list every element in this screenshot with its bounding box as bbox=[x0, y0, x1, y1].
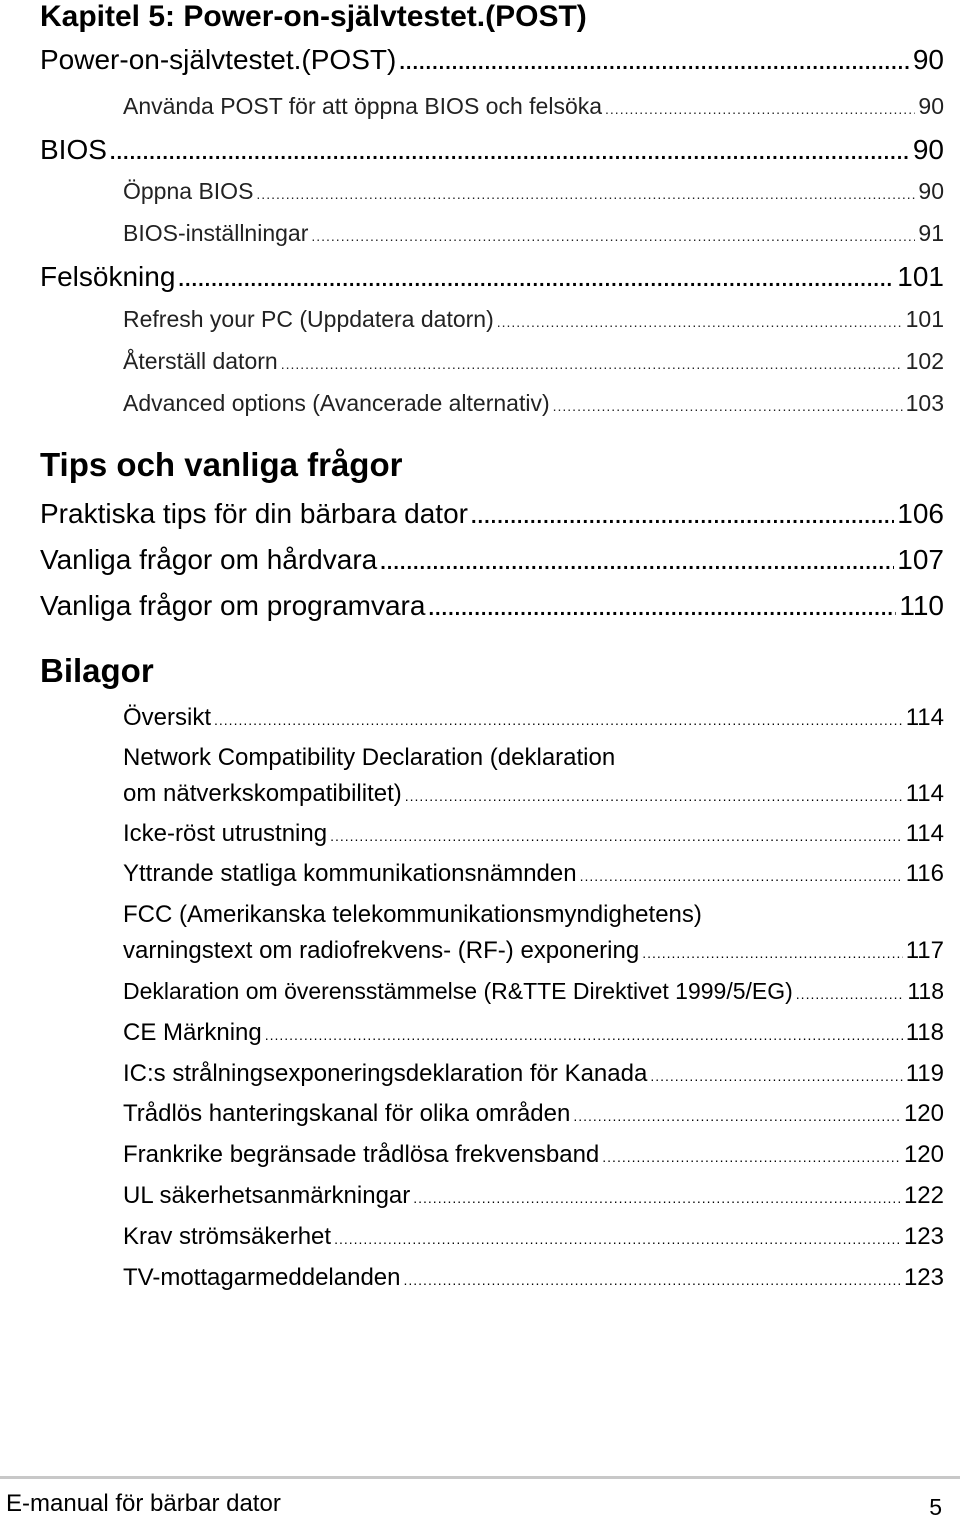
dot-leader bbox=[471, 506, 894, 529]
dot-leader bbox=[650, 1068, 902, 1084]
toc-entry-page: 117 bbox=[905, 937, 944, 964]
toc-entry-title: TV-mottagarmeddelanden bbox=[123, 1264, 401, 1291]
toc-entry-title: UL säkerhetsanmärkningar bbox=[123, 1182, 411, 1209]
toc-entry-title: Yttrande statliga kommunikationsnämnden bbox=[123, 860, 577, 887]
toc-entry-page: 123 bbox=[903, 1264, 944, 1291]
toc-entry-title: Översikt bbox=[123, 704, 212, 731]
toc-entry-title: Power-on-självtestet.(POST) bbox=[40, 44, 397, 75]
toc-entry-title-line1: Network Compatibility Declaration (deklaration bbox=[123, 744, 616, 771]
toc-entry-page: 114 bbox=[905, 704, 944, 731]
toc-entry-title-line1: FCC (Amerikanska telekommunikationsmyndighetens) bbox=[123, 901, 702, 928]
toc-entry-page: 114 bbox=[905, 820, 944, 847]
toc-entry[interactable] bbox=[40, 44, 944, 76]
toc-entry-title: Icke-röst utrustning bbox=[123, 820, 328, 847]
footer-page-number: 5 bbox=[929, 1494, 942, 1520]
dot-leader bbox=[580, 868, 903, 884]
toc-entry[interactable] bbox=[123, 178, 944, 205]
toc-entry[interactable] bbox=[123, 860, 944, 888]
dot-leader bbox=[110, 142, 910, 165]
toc-entry-page: 101 bbox=[897, 261, 944, 292]
footer-manual-title: E-manual för bärbar dator bbox=[6, 1490, 281, 1517]
toc-entry[interactable] bbox=[40, 590, 944, 622]
dot-leader bbox=[404, 1272, 901, 1288]
toc-entry-page: 119 bbox=[905, 1060, 944, 1087]
toc-entry-page: 123 bbox=[903, 1223, 944, 1250]
toc-entry-page: 90 bbox=[912, 134, 944, 165]
toc-entry-page: 120 bbox=[903, 1100, 944, 1127]
dot-leader bbox=[330, 828, 903, 844]
toc-entry[interactable] bbox=[123, 820, 944, 848]
toc-entry-title: CE Märkning bbox=[123, 1019, 262, 1046]
toc-entry[interactable] bbox=[123, 220, 944, 247]
toc-entry-page: 114 bbox=[905, 780, 944, 807]
toc-entry-page: 107 bbox=[897, 544, 944, 575]
toc-entry-page: 122 bbox=[903, 1182, 944, 1209]
toc-entry[interactable] bbox=[40, 261, 944, 293]
dot-leader bbox=[553, 398, 903, 414]
toc-entry[interactable] bbox=[123, 1223, 944, 1251]
dot-leader bbox=[265, 1027, 903, 1043]
dot-leader bbox=[642, 945, 903, 961]
toc-entry-page: 120 bbox=[903, 1141, 944, 1168]
toc-entry[interactable] bbox=[123, 1141, 944, 1169]
toc-entry[interactable] bbox=[123, 937, 944, 965]
toc-entry[interactable] bbox=[123, 780, 944, 808]
toc-entry-page: 110 bbox=[899, 590, 944, 621]
dot-leader bbox=[428, 598, 896, 621]
dot-leader bbox=[311, 228, 915, 244]
toc-entry-title: IC:s strålningsexponeringsdeklaration för Kanada bbox=[123, 1060, 648, 1087]
toc-entry-title: BIOS-inställningar bbox=[123, 220, 309, 246]
toc-entry-title: Deklaration om överensstämmelse (R&TTE Direktivet 1999/5/EG) bbox=[123, 978, 793, 1004]
footer-divider bbox=[0, 1476, 960, 1479]
dot-leader bbox=[256, 186, 915, 202]
toc-entry[interactable] bbox=[123, 978, 944, 1005]
dot-leader bbox=[602, 1149, 901, 1165]
toc-entry-title: Vanliga frågor om hårdvara bbox=[40, 544, 378, 575]
dot-leader bbox=[796, 986, 905, 1002]
dot-leader bbox=[380, 552, 894, 575]
dot-leader bbox=[405, 788, 903, 804]
chapter-heading: Kapitel 5: Power-on-självtestet.(POST) bbox=[40, 0, 587, 33]
toc-entry-title: Refresh your PC (Uppdatera datorn) bbox=[123, 306, 494, 332]
dot-leader bbox=[605, 101, 915, 117]
toc-entry-page: 90 bbox=[918, 178, 944, 204]
dot-leader bbox=[573, 1108, 901, 1124]
dot-leader bbox=[399, 52, 910, 75]
toc-entry-title: Advanced options (Avancerade alternativ) bbox=[123, 390, 550, 416]
toc-entry[interactable] bbox=[123, 348, 944, 375]
toc-entry-page: 118 bbox=[905, 1019, 944, 1046]
dot-leader bbox=[178, 269, 894, 292]
toc-entry-page: 103 bbox=[905, 390, 944, 416]
appendix-heading: Bilagor bbox=[40, 652, 154, 689]
toc-entry[interactable] bbox=[123, 1060, 944, 1088]
toc-entry-title: om nätverkskompatibilitet) bbox=[123, 780, 402, 807]
dot-leader bbox=[413, 1190, 901, 1206]
toc-entry[interactable] bbox=[123, 1100, 944, 1128]
toc-entry[interactable] bbox=[123, 306, 944, 333]
toc-entry-page: 118 bbox=[907, 978, 944, 1004]
toc-entry[interactable] bbox=[123, 1264, 944, 1292]
toc-entry-title: Återställ datorn bbox=[123, 348, 278, 374]
toc-entry-page: 90 bbox=[918, 93, 944, 119]
toc-entry-title: Praktiska tips för din bärbara dator bbox=[40, 498, 468, 529]
toc-entry-page: 91 bbox=[918, 220, 944, 246]
toc-entry-page: 90 bbox=[912, 44, 944, 75]
toc-entry[interactable] bbox=[40, 498, 944, 530]
toc-entry-title: Frankrike begränsade trådlösa frekvensband bbox=[123, 1141, 600, 1168]
tips-heading: Tips och vanliga frågor bbox=[40, 446, 403, 483]
toc-entry-title: varningstext om radiofrekvens- (RF-) exponering bbox=[123, 937, 640, 964]
dot-leader bbox=[334, 1231, 901, 1247]
toc-entry-title: Vanliga frågor om programvara bbox=[40, 590, 426, 621]
toc-entry-title: Felsökning bbox=[40, 261, 176, 292]
toc-entry-title: Använda POST för att öppna BIOS och felsöka bbox=[123, 93, 603, 119]
toc-entry-page: 102 bbox=[905, 348, 944, 374]
toc-entry[interactable] bbox=[123, 704, 944, 732]
toc-entry[interactable] bbox=[40, 544, 944, 576]
toc-entry-title: Krav strömsäkerhet bbox=[123, 1223, 332, 1250]
toc-entry[interactable] bbox=[123, 93, 944, 120]
toc-entry-title: Trådlös hanteringskanal för olika områden bbox=[123, 1100, 571, 1127]
toc-entry-page: 106 bbox=[897, 498, 944, 529]
toc-entry[interactable] bbox=[123, 1019, 944, 1047]
dot-leader bbox=[214, 712, 903, 728]
toc-entry-title: BIOS bbox=[40, 134, 107, 165]
dot-leader bbox=[497, 314, 903, 330]
toc-entry[interactable] bbox=[123, 390, 944, 417]
toc-entry-title: Öppna BIOS bbox=[123, 178, 254, 204]
toc-entry[interactable] bbox=[40, 134, 944, 166]
toc-entry-page: 101 bbox=[905, 306, 944, 332]
toc-entry[interactable] bbox=[123, 1182, 944, 1210]
dot-leader bbox=[281, 356, 903, 372]
toc-entry-page: 116 bbox=[905, 860, 944, 887]
